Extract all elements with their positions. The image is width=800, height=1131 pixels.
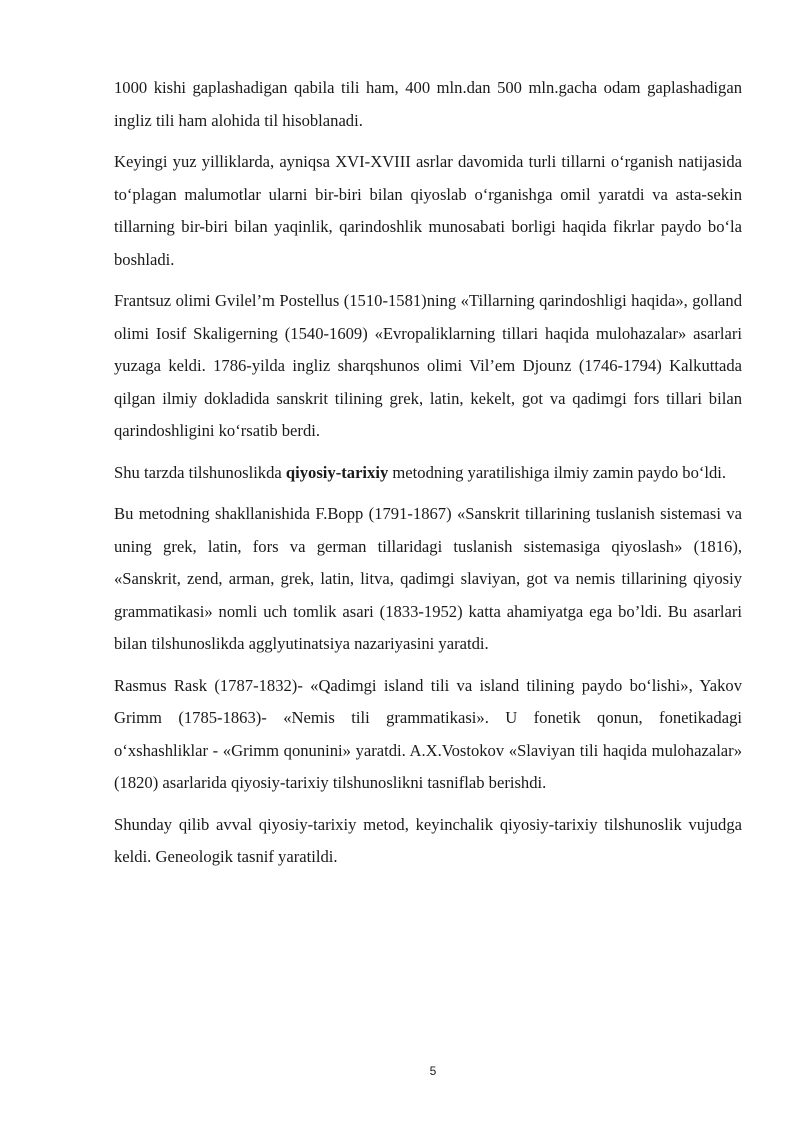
paragraph-4: Shu tarzda tilshunoslikda qiyosiy-tarixiy metodning yaratilishiga ilmiy zamin paydo bo‘ldi. [114, 462, 727, 482]
page-number: 5 [429, 1064, 437, 1078]
paragraph-2: Keyingi yuz yilliklarda, ayniqsa XVI-XVIII asrlar davomida turli tillarni o‘rganish natijasida to‘plagan malumotlar ularni bir-biri bilan qiyoslab o‘rganishga omil yaratdi va asta-sekin tillarning bir-biri bilan yaqinlik, qarindoshlik munosabati borligi haqida fikrlar paydo bo‘la boshladi. [114, 152, 742, 269]
bold-term: qiyosiy-tarixiy [285, 462, 389, 482]
page-body [114, 72, 742, 883]
paragraph-6: Rasmus Rask (1787-1832)- «Qadimgi island tili va island tilining paydo bo‘lishi», Yakov Grimm (1785-1863)- «Nemis tili grammatikasi». U fonetik qonun, fonetikadagi o‘xshashliklar - «Grimm qonunini» yaratdi. A.X.Vostokov «Slaviyan tili haqida mulohazalar» (1820) asarlarida qiyosiy-tarixiy tilshunoslikni tasniflab berishdi. [114, 675, 742, 792]
paragraph-7: Shunday qilib avval qiyosiy-tarixiy metod, keyinchalik qiyosiy-tarixiy tilshunoslik vujudga keldi. Geneologik tasnif yaratildi. [114, 814, 742, 866]
paragraph-3: Frantsuz olimi Gvilel’m Postellus (1510-1581)ning «Tillarning qarindoshligi haqida», golland olimi Iosif Skaligerning (1540-1609) «Evropaliklarning tillari haqida mulohazalar» asarlari yuzaga keldi. 1786-yilda ingliz sharqshunos olimi Vil’em Djounz (1746-1794) Kalkuttada qilgan ilmiy dokladida sanskrit tilining grek, latin, kekelt, got va qadimgi fors tillari bilan qarindoshligini ko‘rsatib berdi. [114, 291, 742, 440]
paragraph-5: Bu metodning shakllanishida F.Bopp (1791-1867) «Sanskrit tillarining tuslanish sistemasi va uning grek, latin, fors va german tillaridagi tuslanish sistemasiga qiyoslash» (1816), «Sanskrit, zend, arman, grek, latin, litva, qadimgi slaviyan, got va nemis tillarining qiyosiy grammatikasi» nomli uch tomlik asari (1833-1952) katta ahamiyatga ega bo’ldi. Bu asarlari bilan tilshunoslikda agglyutinatsiya nazariyasini yaratdi. [114, 504, 742, 653]
paragraph-1: 1000 kishi gaplashadigan qabila tili ham, 400 mln.dan 500 mln.gacha odam gaplashadigan ingliz tili ham alohida til hisoblanadi. [114, 78, 742, 130]
